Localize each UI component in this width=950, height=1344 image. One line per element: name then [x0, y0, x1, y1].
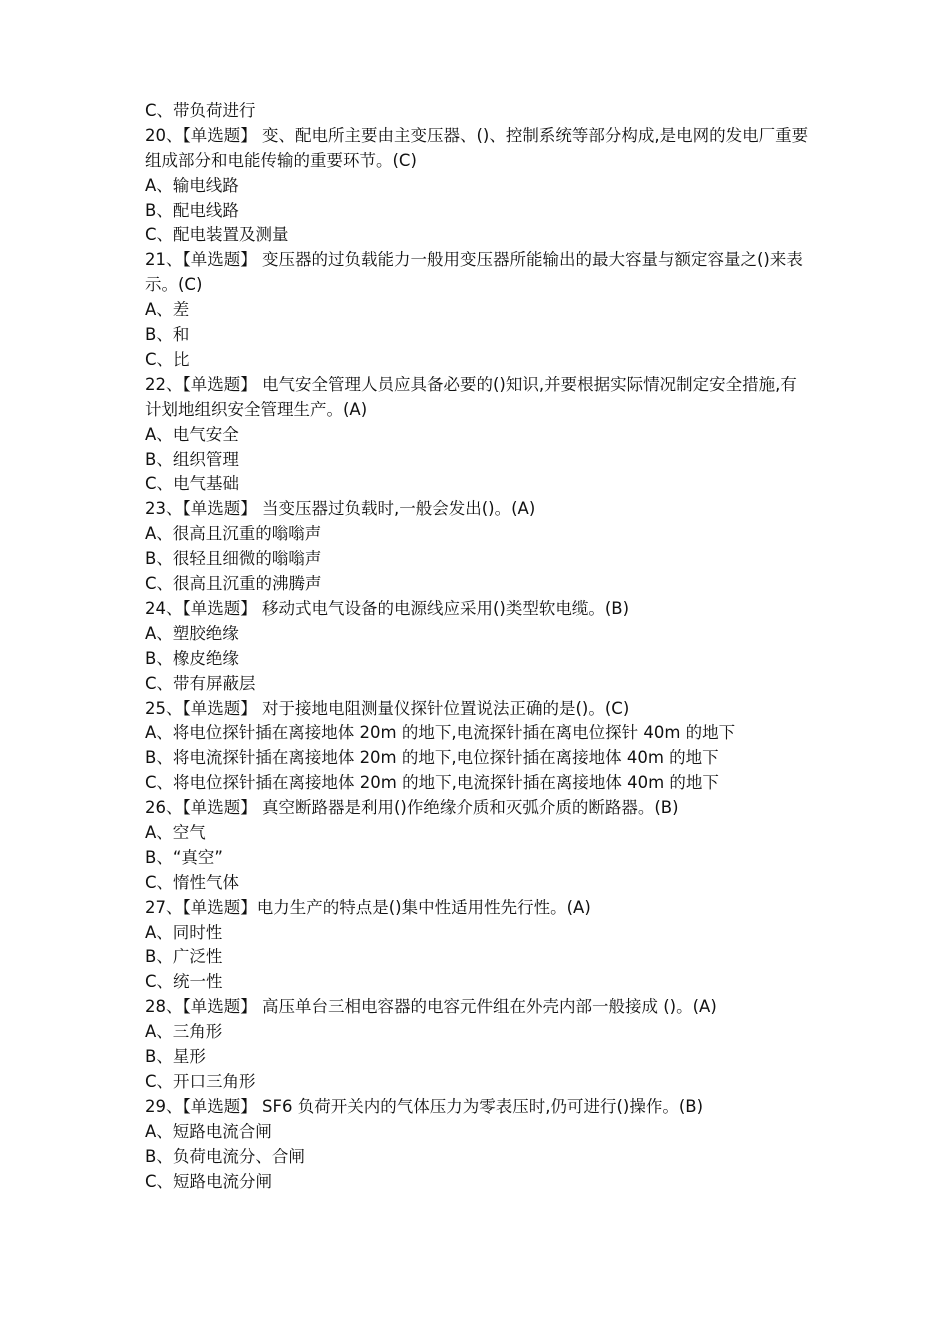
option-text: B、星形 — [145, 1047, 206, 1067]
question-text: 21、【单选题】 变压器的过负载能力一般用变压器所能输出的最大容量与额定容量之()来表示。(C) — [145, 250, 803, 295]
question-list — [145, 99, 810, 1194]
question-text: 29、【单选题】 SF6 负荷开关内的气体压力为零表压时,仍可进行()操作。(B) — [145, 1096, 704, 1116]
option-text: B、“真空” — [145, 847, 223, 867]
option-text: C、带负荷进行 — [145, 101, 256, 120]
option-text: B、组织管理 — [145, 449, 239, 469]
question-text: 25、【单选题】 对于接地电阻测量仪探针位置说法正确的是()。(C) — [145, 698, 630, 718]
option-text: A、短路电流合闸 — [145, 1121, 272, 1141]
option-text: C、带有屏蔽层 — [145, 673, 256, 693]
option-text: B、负荷电流分、合闸 — [145, 1146, 305, 1166]
option-text: C、惰性气体 — [145, 872, 240, 892]
option-text: A、将电位探针插在离接地体 20m 的地下,电流探针插在离电位探针 40m 的地下 — [145, 723, 736, 743]
option-text: C、统一性 — [145, 972, 223, 992]
question-text: 22、【单选题】 电气安全管理人员应具备必要的()知识,并要根据实际情况制定安全措施,有计划地组织安全管理生产。(A) — [145, 374, 797, 419]
option-text: A、差 — [145, 300, 190, 320]
option-text: B、配电线路 — [145, 200, 239, 220]
question-text: 20、【单选题】 变、配电所主要由主变压器、()、控制系统等部分构成,是电网的发电厂重要组成部分和电能传输的重要环节。(C) — [145, 125, 809, 170]
question-text: 28、【单选题】 高压单台三相电容器的电容元件组在外壳内部一般接成 ()。(A) — [145, 997, 717, 1017]
option-text: B、和 — [145, 325, 190, 345]
option-text: B、橡皮绝缘 — [145, 648, 239, 668]
option-text: A、空气 — [145, 822, 206, 842]
option-text: A、同时性 — [145, 922, 223, 942]
option-text: C、比 — [145, 349, 190, 369]
option-text: C、配电装置及测量 — [145, 225, 289, 245]
option-text: C、将电位探针插在离接地体 20m 的地下,电流探针插在离接地体 40m 的地下 — [145, 773, 719, 793]
question-text: 26、【单选题】 真空断路器是利用()作绝缘介质和灭弧介质的断路器。(B) — [145, 798, 679, 818]
option-text: A、塑胶绝缘 — [145, 623, 239, 643]
option-text: A、输电线路 — [145, 175, 239, 195]
question-text: 24、【单选题】 移动式电气设备的电源线应采用()类型软电缆。(B) — [145, 598, 630, 618]
question-text: 23、【单选题】 当变压器过负载时,一般会发出()。(A) — [145, 499, 536, 519]
option-text: A、很高且沉重的嗡嗡声 — [145, 524, 322, 544]
question-text: 27、【单选题】电力生产的特点是()集中性适用性先行性。(A) — [145, 897, 591, 917]
option-text: C、短路电流分闸 — [145, 1171, 273, 1191]
option-text: C、开口三角形 — [145, 1071, 256, 1091]
option-text: B、将电流探针插在离接地体 20m 的地下,电位探针插在离接地体 40m 的地下 — [145, 748, 719, 768]
option-text: B、广泛性 — [145, 947, 223, 967]
option-text: B、很轻且细微的嗡嗡声 — [145, 549, 322, 569]
option-text: C、很高且沉重的沸腾声 — [145, 574, 322, 594]
option-text: A、电气安全 — [145, 424, 239, 444]
option-text: C、电气基础 — [145, 474, 240, 494]
option-text: A、三角形 — [145, 1022, 223, 1042]
